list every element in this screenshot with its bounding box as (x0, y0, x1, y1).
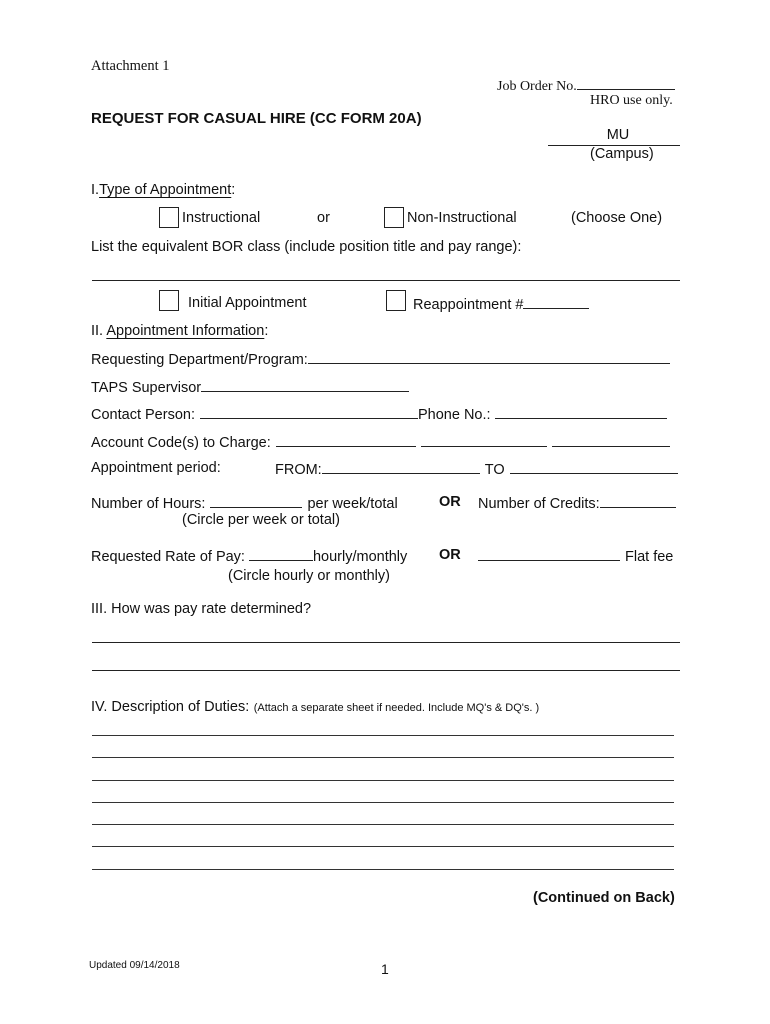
duties-line-2[interactable] (92, 757, 674, 758)
appointment-period-range[interactable] (275, 460, 678, 478)
duties-line-4[interactable] (92, 802, 674, 803)
section-appointment-info-heading (91, 323, 268, 339)
rate-of-pay-label: Requested Rate of Pay: (91, 549, 245, 565)
to-date-blank[interactable] (510, 460, 678, 474)
requesting-department-label: Requesting Department/Program: (91, 352, 308, 368)
continued-on-back: (Continued on Back) (533, 890, 675, 906)
taps-supervisor-blank[interactable] (201, 378, 409, 392)
reappointment-label: Reappointment # (413, 297, 524, 313)
contact-person-label: Contact Person: (91, 407, 195, 423)
section-ii-colon: : (264, 323, 269, 339)
or-bold-label-2: OR (439, 547, 461, 563)
campus-field[interactable] (548, 127, 680, 146)
section-type-of-appointment-heading (91, 182, 235, 198)
duties-line-6[interactable] (92, 846, 674, 847)
account-code-1-blank[interactable] (276, 433, 416, 447)
section-ii-title: Appointment Information (106, 323, 265, 339)
requesting-department-field[interactable] (91, 350, 670, 368)
campus-caption: (Campus) (590, 146, 654, 162)
to-label: TO (484, 462, 505, 478)
page-number: 1 (381, 961, 389, 977)
bor-class-prompt: List the equivalent BOR class (include position title and pay range): (91, 239, 522, 255)
per-week-total-label: per week/total (307, 496, 398, 512)
section-ii-roman: II. (91, 323, 107, 339)
reappointment-checkbox[interactable] (386, 290, 406, 311)
section-i-colon: : (231, 182, 236, 198)
from-date-blank[interactable] (322, 460, 480, 474)
number-of-hours-label: Number of Hours: (91, 496, 206, 512)
duties-heading-label: IV. Description of Duties: (91, 699, 250, 715)
account-code-3-blank[interactable] (552, 433, 670, 447)
non-instructional-label: Non-Instructional (407, 210, 517, 226)
bor-class-line[interactable] (92, 280, 680, 281)
job-order-label: Job Order No. (497, 79, 577, 94)
duties-heading-note: (Attach a separate sheet if needed. Include MQ's & DQ's. ) (253, 702, 540, 714)
attachment-label: Attachment 1 (91, 58, 170, 74)
appointment-period-label: Appointment period: (91, 460, 221, 476)
duties-line-1[interactable] (92, 735, 674, 736)
instructional-checkbox[interactable] (159, 207, 179, 228)
or-bold-label: OR (439, 494, 461, 510)
initial-appointment-checkbox[interactable] (159, 290, 179, 311)
flat-fee-field[interactable] (478, 547, 673, 565)
contact-person-blank[interactable] (200, 405, 418, 419)
duties-line-5[interactable] (92, 824, 674, 825)
rate-of-pay-blank[interactable] (249, 547, 313, 561)
instructional-label: Instructional (182, 210, 261, 226)
number-of-credits-blank[interactable] (600, 494, 676, 508)
campus-value: MU (606, 127, 630, 143)
pay-rate-question: III. How was pay rate determined? (91, 601, 312, 617)
initial-appointment-label: Initial Appointment (188, 295, 307, 311)
flat-fee-blank[interactable] (478, 547, 620, 561)
number-of-hours-blank[interactable] (210, 494, 302, 508)
account-codes-field[interactable] (91, 433, 670, 451)
rate-of-pay-field[interactable] (91, 547, 407, 565)
taps-supervisor-label: TAPS Supervisor (91, 380, 202, 396)
pay-rate-answer-line-1[interactable] (92, 642, 680, 643)
hourly-monthly-label: hourly/monthly (312, 549, 408, 565)
number-of-hours-field[interactable] (91, 494, 398, 512)
duties-line-7[interactable] (92, 869, 674, 870)
taps-supervisor-field[interactable] (91, 378, 409, 396)
reappointment-field[interactable] (413, 295, 589, 313)
description-of-duties-heading (91, 698, 539, 716)
contact-person-field[interactable] (91, 405, 667, 423)
account-code-2-blank[interactable] (421, 433, 547, 447)
duties-line-3[interactable] (92, 780, 674, 781)
phone-blank[interactable] (495, 405, 667, 419)
circle-week-note: (Circle per week or total) (182, 512, 340, 528)
circle-hourly-note: (Circle hourly or monthly) (228, 568, 390, 584)
account-codes-label: Account Code(s) to Charge: (91, 435, 271, 451)
updated-date: Updated 09/14/2018 (89, 960, 180, 971)
job-order-blank[interactable] (577, 76, 675, 90)
number-of-credits-field[interactable] (478, 494, 676, 512)
form-title: REQUEST FOR CASUAL HIRE (CC FORM 20A) (91, 110, 422, 127)
section-i-roman: I. (91, 182, 100, 198)
section-i-title: Type of Appointment (99, 182, 232, 198)
reappointment-number-blank[interactable] (523, 295, 589, 309)
pay-rate-answer-line-2[interactable] (92, 670, 680, 671)
non-instructional-checkbox[interactable] (384, 207, 404, 228)
number-of-credits-label: Number of Credits: (478, 496, 600, 512)
hro-note: HRO use only. (590, 93, 673, 108)
requesting-department-blank[interactable] (308, 350, 670, 364)
from-label: FROM: (275, 462, 322, 478)
choose-one-label: (Choose One) (571, 210, 663, 226)
phone-label: Phone No.: (417, 407, 491, 423)
flat-fee-label: Flat fee (625, 549, 674, 565)
or-label: or (317, 210, 330, 226)
